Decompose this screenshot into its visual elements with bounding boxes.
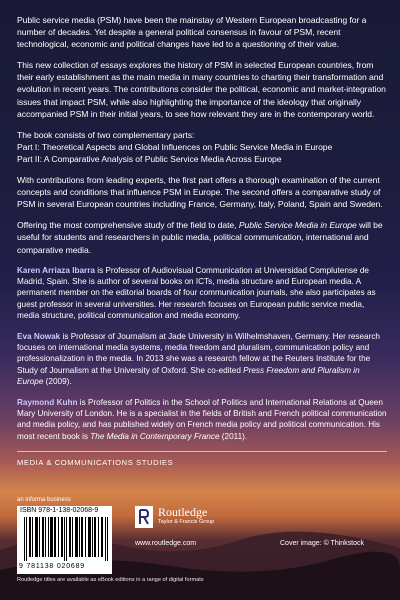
informa-business-tag: an informa business (17, 497, 71, 503)
book-parts (17, 129, 387, 165)
bio-eva-nowak: Eva Nowak is Professor of Journalism at Jade University in Wilhelmshaven, Germany. Her research focuses on international media systems, media freedom and pluralism, communication policy and professionalization in the media. In 2013 she was a research fellow at the Reuters Institute for the Study of Journalism at the University of Oxford. She co-edited Press Freedom and Pluralism in Europe (2009). (17, 331, 380, 387)
author-name: Raymond Kuhn (17, 397, 78, 407)
author-name: Karen Arriaza Ibarra (17, 265, 95, 275)
offering-paragraph: Offering the most comprehensive study of the field to date, Public Service Media in Europe will be useful for students and researchers in public media, political communication, international and comparative media. (17, 220, 383, 255)
subject-category: MEDIA & COMMUNICATIONS STUDIES (17, 458, 174, 468)
isbn-label: ISBN 978-1-138-02068-9 (20, 507, 99, 514)
barcode-icon (24, 517, 108, 561)
description-paragraph-1: Public service media (PSM) have been the mainstay of Western European broadcasting for a number of decades. Yet despite a general political consensus in favour of PSM, recent technological, economic and political changes have led to a questioning of their value. (17, 15, 367, 50)
book-title: Public Service Media in Europe (238, 220, 357, 231)
part-one: Part I: Theoretical Aspects and Global Influences on Public Service Media in Europe (17, 141, 333, 152)
parts-intro: The book consists of two complementary parts: (17, 129, 195, 140)
part-two: Part II: A Comparative Analysis of Public Service Media Across Europe (17, 153, 282, 164)
publisher-block (135, 506, 214, 528)
routledge-logo-icon (135, 506, 153, 528)
description-paragraph-2: This new collection of essays explores the history of PSM in selected European countries, from their early establishment as the main media in many countries to charting their transformation and evolution in recent years. The contributions consider the political, economic and market-integration issues that impact PSM, while also highlighting the importance of the ideology that originally accompanied PSM in their initial years, to see how relevant they are in the contemporary world. (17, 60, 386, 119)
isbn-barcode-box (17, 506, 112, 574)
publisher-url[interactable]: www.routledge.com (135, 540, 197, 547)
contributions-paragraph: With contributions from leading experts, the first part offers a thorough examination of the current concepts and conditions that influence PSM in Europe. The second offers a comparative study of PSM in several European countries including France, Germany, Italy, Poland, Spain and Sweden. (17, 175, 383, 210)
publisher-name: Routledge (158, 505, 208, 519)
text-area (17, 14, 387, 467)
cover-credit: Cover image: © Thinkstock (280, 540, 365, 547)
bio-karen-arriaza-ibarra: Karen Arriaza Ibarra is Professor of Audiovisual Communication at Universidad Complutense de Madrid, Spain. She is author of several books on ICTs, media structure and European media. A permanent member on the editorial boards of four communication journals, she also participates as guest professor in several universities. Her research focuses on European public service media, media structure, political communication and media economy. (17, 265, 376, 321)
publisher-group: Taylor & Francis Group (158, 519, 215, 525)
author-name: Eva Nowak (17, 331, 61, 341)
footer-note: Routledge titles are available as eBook editions in a range of digital formats (17, 577, 204, 583)
bio-raymond-kuhn: Raymond Kuhn is Professor of Politics in the School of Politics and International Relations at Queen Mary University of London. He is a specialist in the fields of British and French political communication and media policy, and has published widely on French media policy and political communication. His most recent book is The Media in Contemporary France (2011). (17, 397, 387, 441)
divider (17, 451, 387, 452)
barcode-number: 9 781138 020689 (19, 563, 85, 570)
